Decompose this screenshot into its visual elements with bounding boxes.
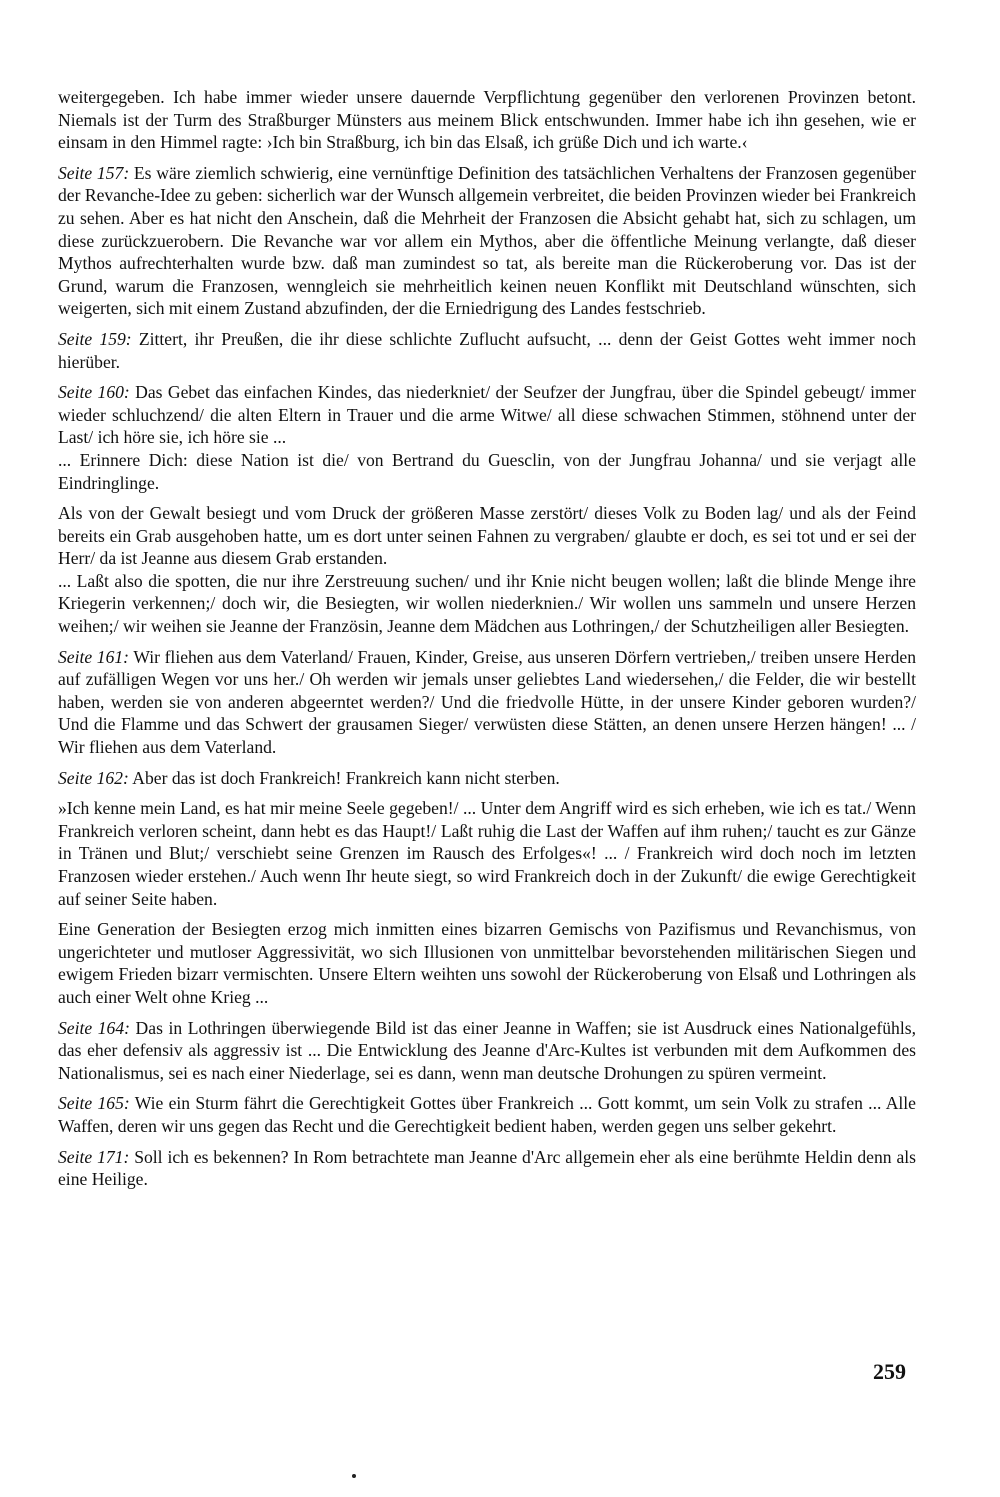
page-number: 259	[873, 1359, 906, 1384]
page-reference: Seite 164:	[58, 1017, 130, 1038]
scan-artifact-dot	[352, 1474, 356, 1478]
paragraph-continuation	[58, 86, 916, 154]
page-body	[58, 86, 916, 1199]
paragraph-text: Als von der Gewalt besiegt und vom Druck der größeren Masse zerstört/ dieses Volk zu Boden lag/ und als der Feind bereits ein Grab ausgehoben hatte, um es dort unter seinen Fahnen zu vergraben/ glaubte er doch, es sei tot und er sei der Herr/ da ist Jeanne aus diesem Grab erstanden.	[58, 503, 916, 569]
paragraph-generation	[58, 918, 916, 1008]
page-reference: Seite 162:	[58, 767, 129, 788]
paragraph-text-continued: ... Erinnere Dich: diese Nation ist die/ von Bertrand du Guesclin, von der Jungfrau Johanna/ und sie verjagt alle Eindringlinge.	[58, 449, 916, 493]
paragraph-text: »Ich kenne mein Land, es hat mir meine Seele gegeben!/ ... Unter dem Angriff wird es sich erheben, wie ich es tat./ Wenn Frankreich verloren scheint, dann hebt es das Haupt!/ Laßt ruhig die Last der Waffen auf ihm ruhen;/ taucht es zur Gänze in Tränen und Blut;/ verschiebt seine Grenzen im Rausch des Erfolges«! ... / Frankreich wird doch noch im letzten Franzosen wieder erstehen./ Auch wenn Ihr heute siegt, so wird Frankreich doch in der Zukunft/ die ewige Gerechtigkeit auf seiner Seite haben.	[58, 798, 916, 909]
paragraph-text: Zittert, ihr Preußen, die ihr diese schlichte Zuflucht aufsucht, ... denn der Geist Gottes weht immer noch hierüber.	[58, 328, 916, 372]
paragraph-seite-161	[58, 646, 916, 759]
paragraph-text: Soll ich es bekennen? In Rom betrachtete man Jeanne d'Arc allgemein eher als eine berühmte Heldin denn als eine Heilige.	[58, 1146, 916, 1190]
paragraph-seite-157	[58, 162, 916, 320]
page-reference: Seite 171:	[58, 1146, 130, 1167]
paragraph-text: Es wäre ziemlich schwierig, eine vernünftige Definition des tatsächlichen Verhaltens der Franzosen gegenüber der Revanche-Idee zu geben: sicherlich war der Wunsch allgemein verbreitet, die beiden Provinzen wieder bei Frankreich zu sehen. Aber es hat nicht den Anschein, daß die Mehrheit der Franzosen die Absicht gehabt hat, sich zu schlagen, um diese zurückzuerobern. Die Revanche war vor allem ein Mythos, aber die öffentliche Meinung verlangte, daß dieser Mythos aufrechterhalten wurde bzw. daß man zumindest so tat, als bereite man die Rückeroberung vor. Das ist der Grund, warum die Franzosen, wenngleich sie mehrheitlich keinen neuen Konflikt mit Deutschland wünschten, sich weigerten, sich mit einem Zustand abzufinden, der die Erniedrigung des Landes festschrieb.	[58, 162, 916, 319]
paragraph-text: weitergegeben. Ich habe immer wieder unsere dauernde Verpflichtung gegenüber den verlorenen Provinzen betont. Niemals ist der Turm des Straßburger Münsters aus meinem Blick entschwunden. Immer habe ich ihn gesehen, wie er einsam in den Himmel ragte: ›Ich bin Straßburg, ich bin das Elsaß, ich grüße Dich und ich warte.‹	[58, 87, 916, 153]
paragraph-text: Eine Generation der Besiegten erzog mich inmitten eines bizarren Gemischs von Pazifismus und Revanchismus, von ungerichteter und mutloser Aggressivität, wo sich Illusionen von unmittelbar bevorstehenden militärischen Siegen und ewigem Frieden bizarr vermischten. Unsere Eltern weihten uns sowohl der Rückeroberung von Elsaß und Lothringen als auch einer Welt ohne Krieg ...	[58, 919, 916, 1007]
page-reference: Seite 161:	[58, 646, 130, 667]
paragraph-quote	[58, 797, 916, 910]
page-reference: Seite 165:	[58, 1093, 130, 1114]
page-reference: Seite 160:	[58, 382, 130, 403]
paragraph-seite-160	[58, 381, 916, 494]
paragraph-jeanne	[58, 502, 916, 638]
paragraph-text: Das in Lothringen überwiegende Bild ist das einer Jeanne in Waffen; sie ist Ausdruck eines Nationalgefühls, das eher defensiv als aggressiv ist ... Die Entwicklung des Jeanne d'Arc-Kultes ist verbunden mit dem Aufkommen des Nationalismus, sei es nach einer Niederlage, sei es dann, wenn man deutsche Drohungen zu spüren vermeint.	[58, 1017, 916, 1083]
paragraph-seite-162	[58, 767, 916, 790]
paragraph-text: Wie ein Sturm fährt die Gerechtigkeit Gottes über Frankreich ... Gott kommt, um sein Volk zu strafen ... Alle Waffen, deren wir uns gegen das Recht und die Gerechtigkeit bedient haben, werden gegen uns selber gekehrt.	[58, 1093, 916, 1136]
paragraph-seite-165	[58, 1092, 916, 1137]
paragraph-text: Das Gebet das einfachen Kindes, das niederkniet/ der Seufzer der Jungfrau, über die Spindel gebeugt/ immer wieder schluchzend/ die alten Eltern in Trauer und die arme Witwe/ all diese schwachen Stimmen, stöhnend unter der Last/ ich höre sie, ich höre sie ...	[58, 382, 916, 448]
paragraph-text: Wir fliehen aus dem Vaterland/ Frauen, Kinder, Greise, aus unseren Dörfern vertrieben,/ treiben unsere Herden auf zufälligen Wegen vor uns her./ Oh werden wir jemals unser geliebtes Land wiedersehen,/ die Felder, die wir bestellt haben, werden sie von anderen abgeerntet werden?/ Und die friedvolle Hütte, in der unsere Kinder geboren wurden?/ Und die Flamme und das Schwert der grausamen Sieger/ verwüsten diese Stätten, an denen unsere Herzen hängen! ... / Wir fliehen aus dem Vaterland.	[58, 646, 916, 758]
paragraph-seite-164	[58, 1017, 916, 1085]
page-reference: Seite 157:	[58, 162, 130, 183]
paragraph-seite-171	[58, 1146, 916, 1191]
paragraph-seite-159	[58, 328, 916, 373]
paragraph-text-continued: ... Laßt also die spotten, die nur ihre Zerstreuung suchen/ und ihr Knie nicht beugen wollen; laßt die blinde Menge ihre Kriegerin verkennen;/ doch wir, die Besiegten, wir wollen niederknien./ Wir wollen uns sammeln und unsere Herzen weihen;/ wir weihen sie Jeanne der Französin, Jeanne dem Mädchen aus Lothringen,/ der Schutzheiligen aller Besiegten.	[58, 570, 916, 637]
page-reference: Seite 159:	[58, 328, 132, 349]
paragraph-text: Aber das ist doch Frankreich! Frankreich kann nicht sterben.	[128, 767, 560, 788]
